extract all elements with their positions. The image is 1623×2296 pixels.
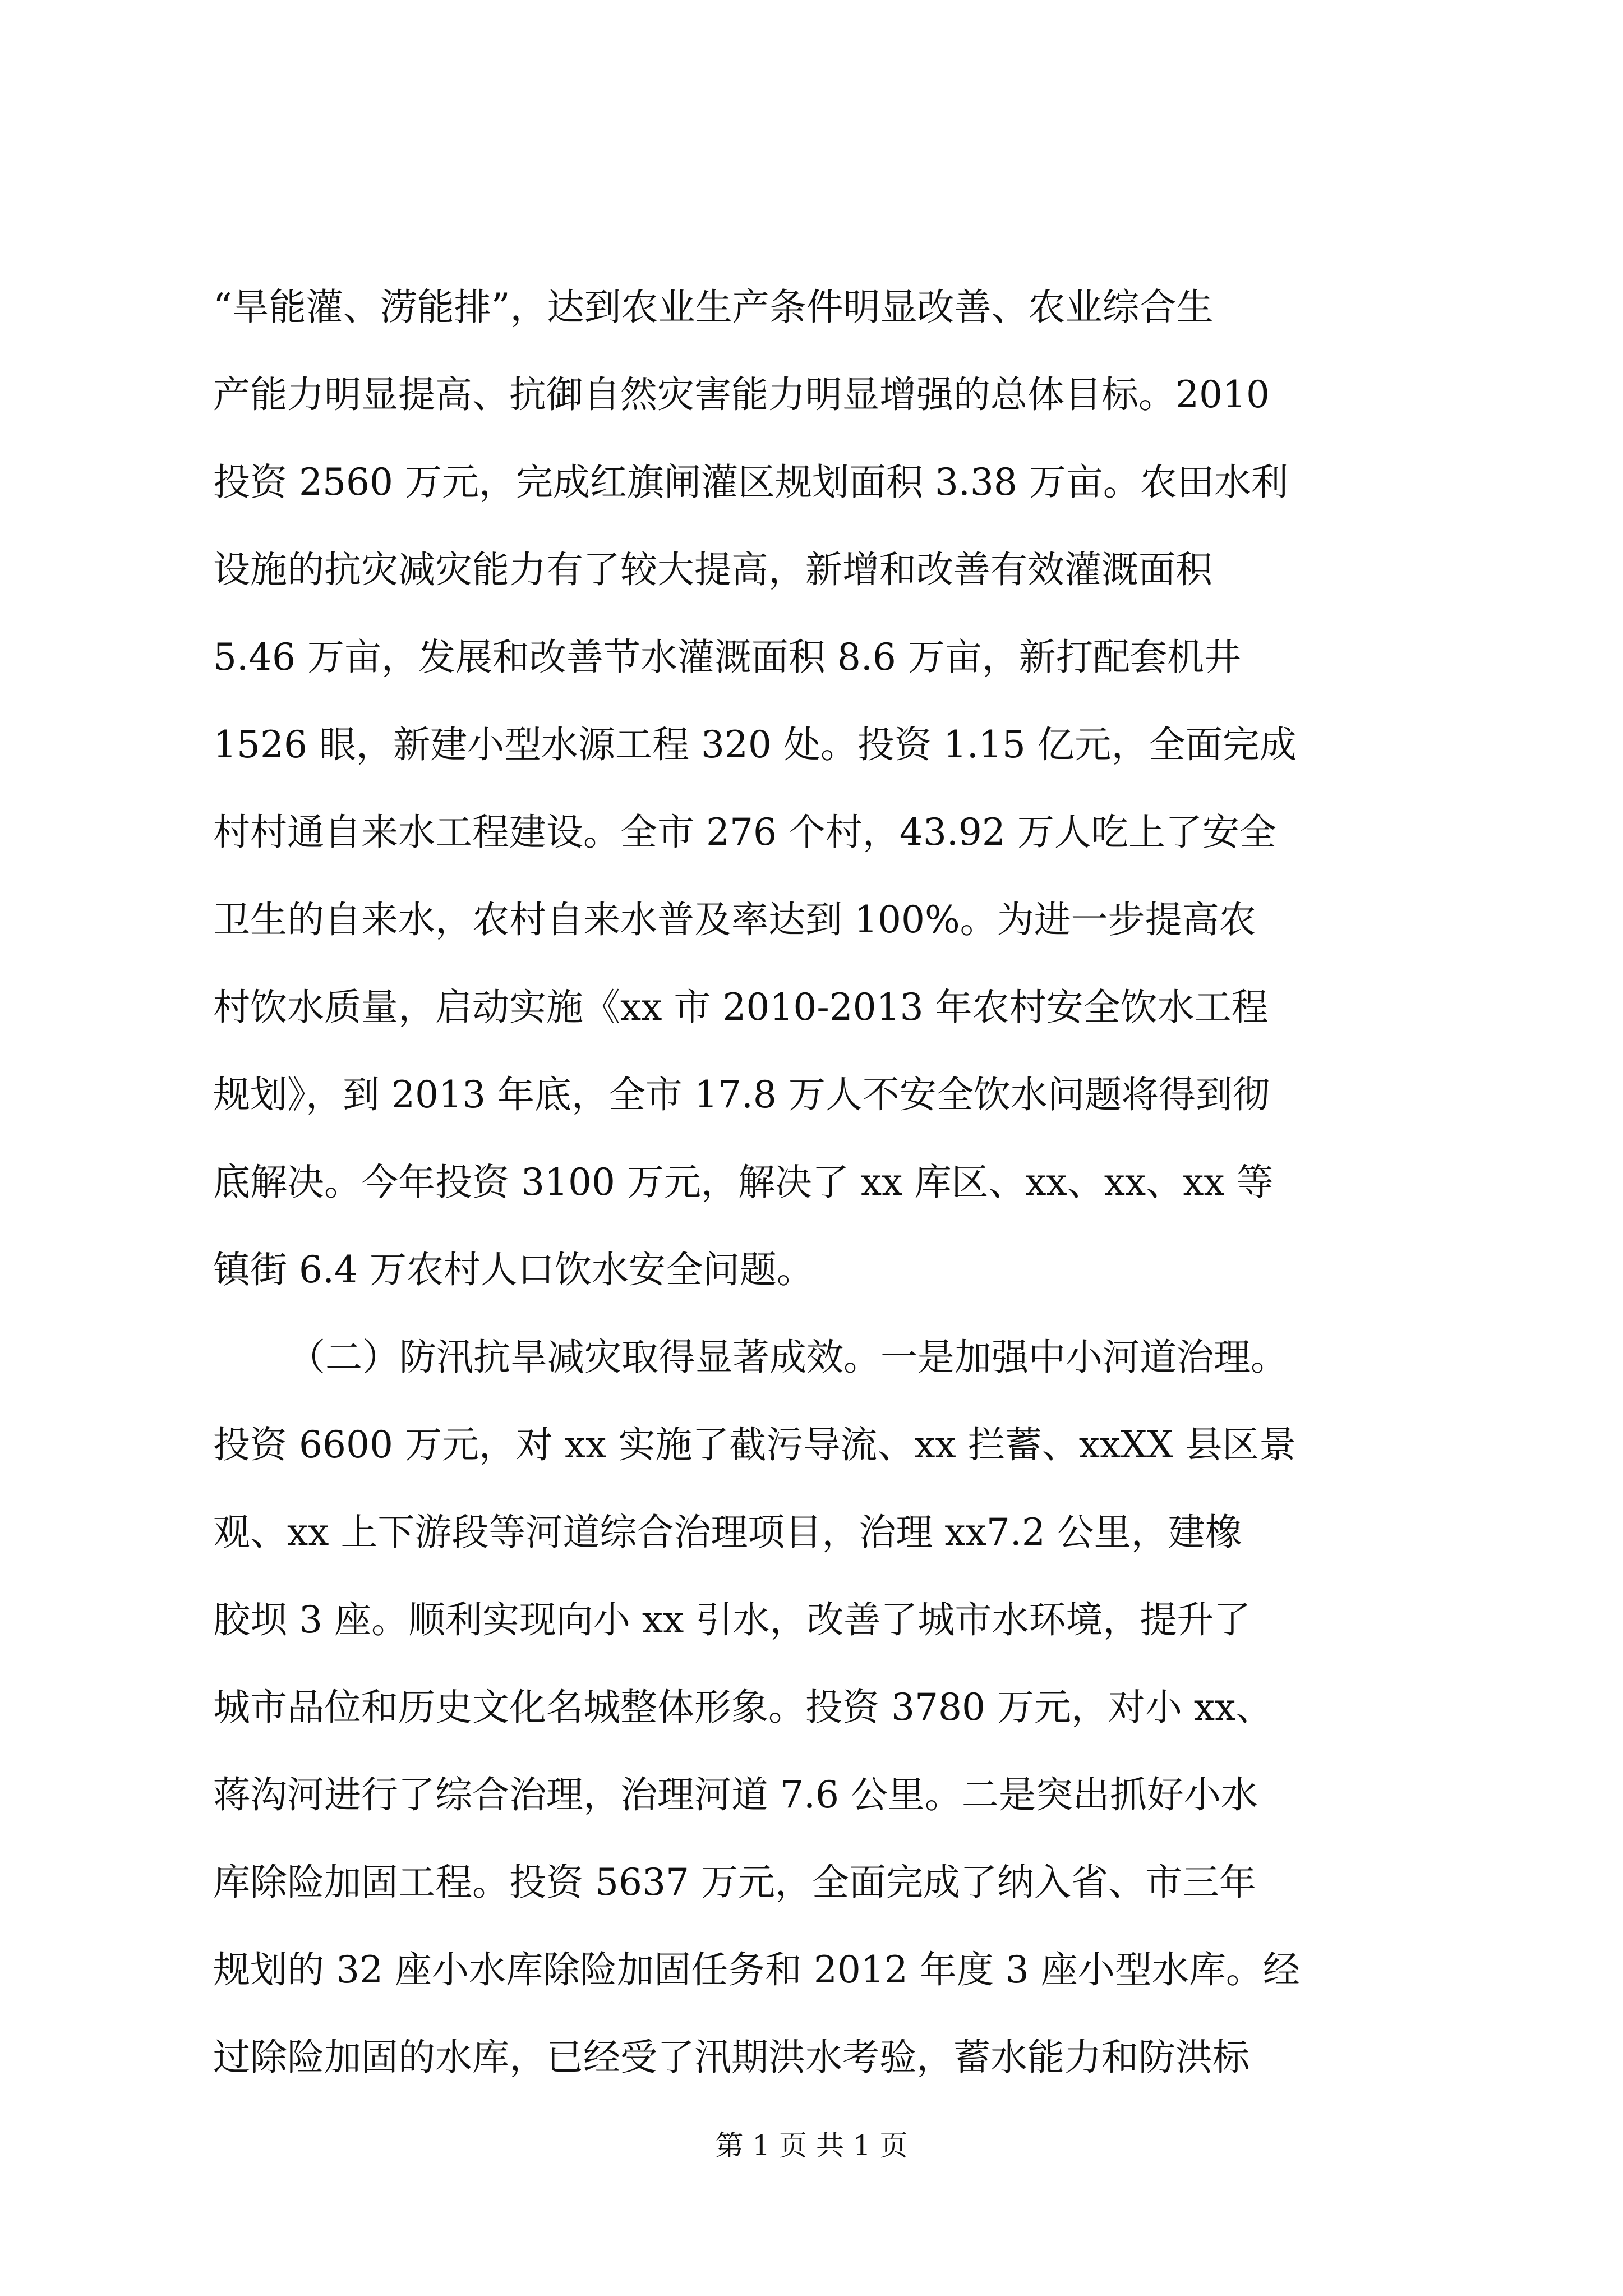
text-line: 观、xx 上下游段等河道综合治理项目，治理 xx7.2 公里，建橡 <box>213 1511 1242 1554</box>
text-line: 蒋沟河进行了综合治理，治理河道 7.6 公里。二是突出抓好小水 <box>213 1773 1258 1816</box>
text-line: 1526 眼，新建小型水源工程 320 处。投资 1.15 亿元，全面完成 <box>213 723 1297 766</box>
text-line: 库除险加固工程。投资 5637 万元，全面完成了纳入省、市三年 <box>213 1861 1256 1904</box>
text-line: 城市品位和历史文化名城整体形象。投资 3780 万元，对小 xx、 <box>213 1686 1273 1729</box>
text-line: 规划》，到 2013 年底，全市 17.8 万人不安全饮水问题将得到彻 <box>213 1073 1270 1116</box>
text-line: 镇街 6.4 万农村人口饮水安全问题。 <box>213 1248 814 1291</box>
page-footer <box>0 2126 1623 2165</box>
text-line: 卫生的自来水，农村自来水普及率达到 100%。为进一步提高农 <box>213 898 1256 941</box>
text-line: 5.46 万亩，发展和改善节水灌溉面积 8.6 万亩，新打配套机井 <box>213 636 1241 679</box>
paragraph-heading-line: （二）防汛抗旱减灾取得显著成效。一是加强中小河道治理。 <box>288 1336 1288 1379</box>
text-line: “旱能灌、涝能排”，达到农业生产条件明显改善、农业综合生 <box>213 286 1214 329</box>
text-line: 底解决。今年投资 3100 万元，解决了 xx 库区、xx、xx、xx 等 <box>213 1161 1274 1204</box>
text-line: 投资 2560 万元，完成红旗闸灌区规划面积 3.38 万亩。农田水利 <box>213 461 1288 504</box>
document-body <box>213 264 1413 2101</box>
text-line: 产能力明显提高、抗御自然灾害能力明显增强的总体目标。2010 <box>213 373 1270 416</box>
page-number-label: 第 1 页 共 1 页 <box>715 2129 908 2162</box>
text-line: 投资 6600 万元，对 xx 实施了截污导流、xx 拦蓄、xxXX 县区景 <box>213 1423 1297 1466</box>
text-line: 胶坝 3 座。顺利实现向小 xx 引水，改善了城市水环境，提升了 <box>213 1598 1251 1641</box>
text-line: 设施的抗灾减灾能力有了较大提高，新增和改善有效灌溉面积 <box>213 548 1212 591</box>
text-line: 过除险加固的水库，已经受了汛期洪水考验，蓄水能力和防洪标 <box>213 2036 1249 2079</box>
text-line: 村饮水质量，启动实施《xx 市 2010-2013 年农村安全饮水工程 <box>213 986 1269 1029</box>
text-line: 村村通自来水工程建设。全市 276 个村，43.92 万人吃上了安全 <box>213 811 1276 854</box>
text-line: 规划的 32 座小水库除险加固任务和 2012 年度 3 座小型水库。经 <box>213 1948 1300 1991</box>
